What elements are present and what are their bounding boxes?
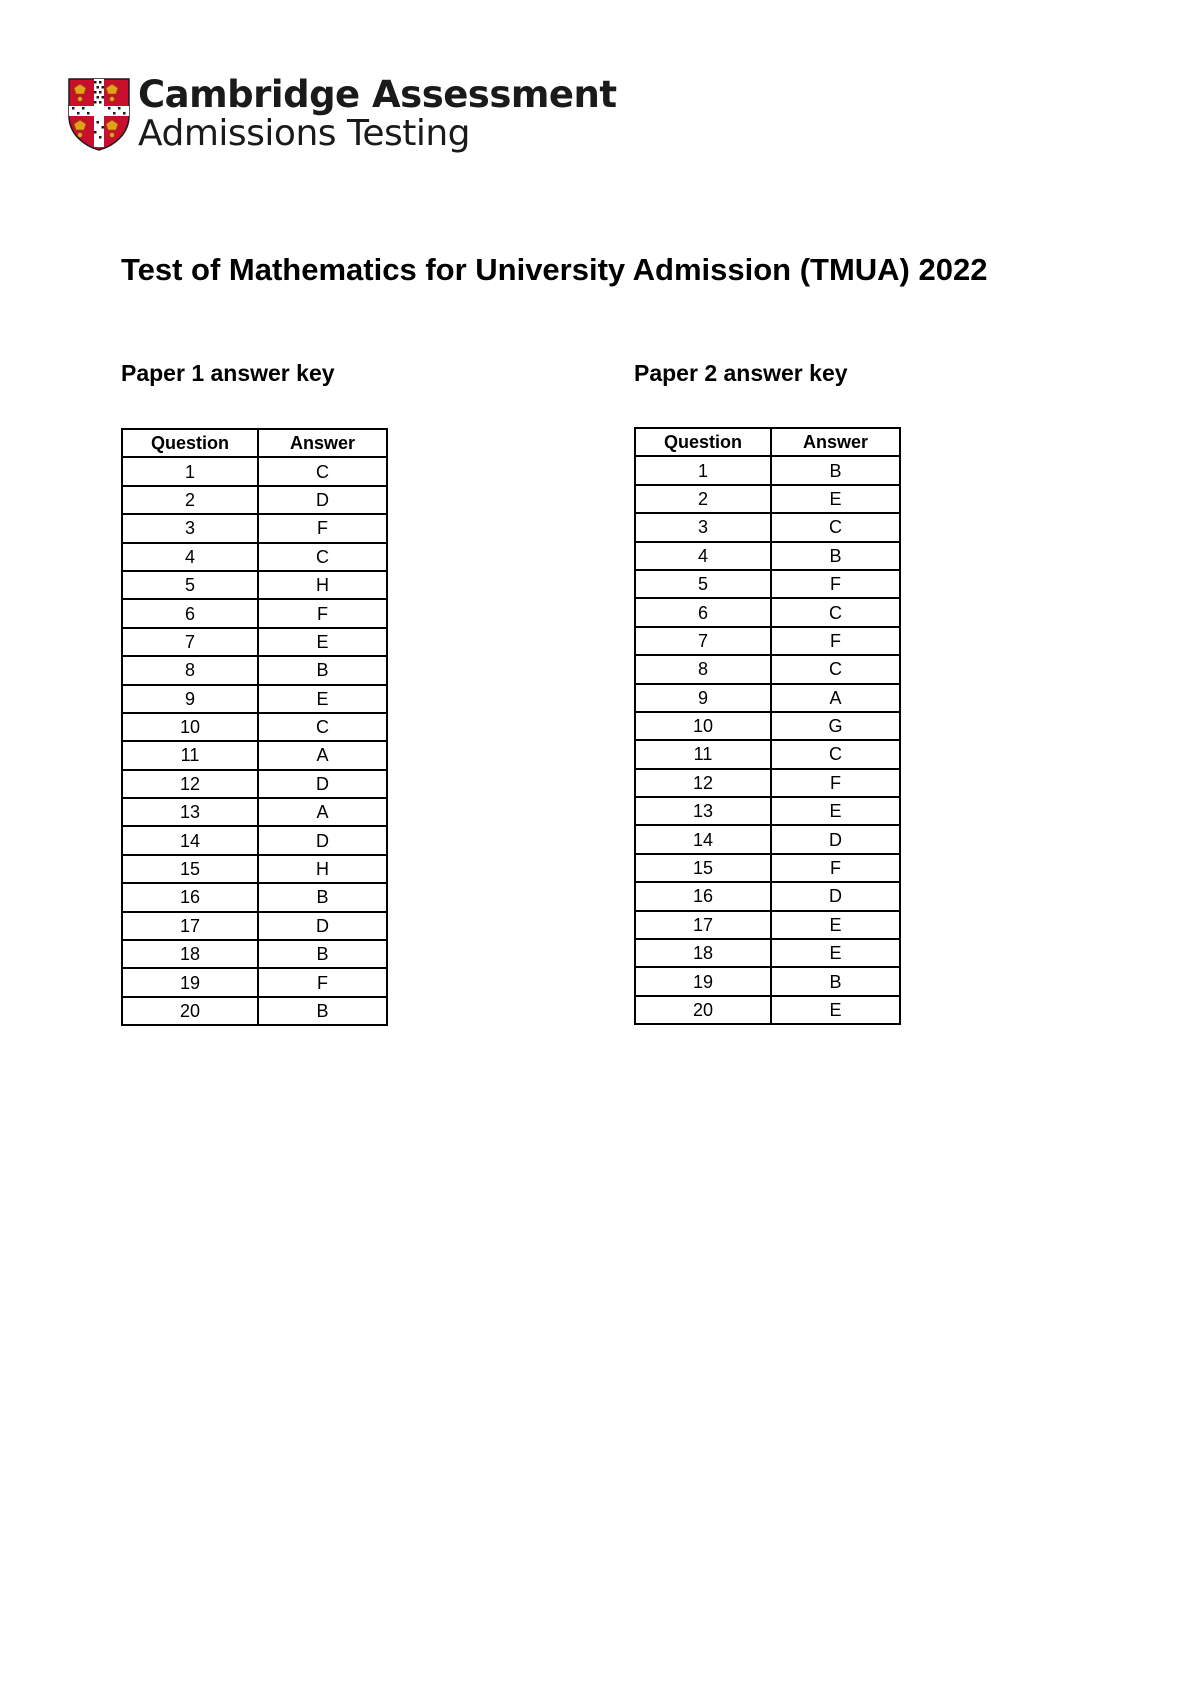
table-row	[122, 997, 387, 1025]
answer-cell: E	[771, 485, 900, 513]
question-number-cell: 14	[635, 825, 771, 853]
table-row	[122, 628, 387, 656]
question-number-cell: 3	[635, 513, 771, 541]
table-row	[635, 456, 900, 484]
table-row	[635, 882, 900, 910]
question-column-header: Question	[122, 429, 258, 457]
question-number-cell: 8	[635, 655, 771, 683]
answer-cell: G	[771, 712, 900, 740]
answer-cell: D	[258, 826, 387, 854]
table-row	[635, 769, 900, 797]
question-number-cell: 17	[635, 911, 771, 939]
question-number-cell: 18	[635, 939, 771, 967]
table-row	[635, 797, 900, 825]
answer-cell: E	[258, 628, 387, 656]
question-number-cell: 11	[122, 741, 258, 769]
table-row	[635, 854, 900, 882]
table-row	[122, 685, 387, 713]
table-row	[122, 741, 387, 769]
question-number-cell: 7	[635, 627, 771, 655]
question-number-cell: 5	[635, 570, 771, 598]
paper-2-answer-table	[634, 427, 901, 1025]
table-row	[635, 513, 900, 541]
question-number-cell: 15	[122, 855, 258, 883]
answer-cell: D	[258, 486, 387, 514]
table-row	[635, 911, 900, 939]
table-row	[122, 798, 387, 826]
table-row	[635, 542, 900, 570]
table-row	[122, 855, 387, 883]
table-row	[122, 543, 387, 571]
university-crest-icon	[66, 76, 132, 152]
question-column-header: Question	[635, 428, 771, 456]
question-number-cell: 16	[635, 882, 771, 910]
question-number-cell: 4	[635, 542, 771, 570]
table-row	[122, 940, 387, 968]
question-number-cell: 1	[635, 456, 771, 484]
answer-cell: F	[771, 769, 900, 797]
answer-cell: B	[258, 883, 387, 911]
table-row	[122, 826, 387, 854]
answer-cell: F	[258, 599, 387, 627]
question-number-cell: 12	[635, 769, 771, 797]
answer-cell: C	[771, 513, 900, 541]
logo	[66, 73, 617, 154]
answer-cell: H	[258, 855, 387, 883]
answer-column-header: Answer	[258, 429, 387, 457]
paper-2-answer-rows	[635, 456, 900, 1024]
question-number-cell: 4	[122, 543, 258, 571]
table-row	[635, 967, 900, 995]
answer-cell: H	[258, 571, 387, 599]
logo-line-1: Cambridge Assessment	[138, 73, 617, 116]
question-number-cell: 14	[122, 826, 258, 854]
table-row	[122, 770, 387, 798]
table-row	[122, 968, 387, 996]
table-row	[635, 598, 900, 626]
answer-cell: E	[771, 911, 900, 939]
answer-cell: A	[771, 684, 900, 712]
answer-cell: A	[258, 798, 387, 826]
answer-cell: E	[771, 996, 900, 1024]
document-title: Test of Mathematics for University Admission (TMUA) 2022	[121, 252, 988, 287]
question-number-cell: 16	[122, 883, 258, 911]
answer-cell: E	[771, 797, 900, 825]
question-number-cell: 15	[635, 854, 771, 882]
paper-1-answer-table	[121, 428, 388, 1026]
answer-cell: D	[771, 882, 900, 910]
question-number-cell: 11	[635, 740, 771, 768]
answer-cell: F	[771, 627, 900, 655]
answer-cell: B	[258, 997, 387, 1025]
answer-cell: F	[771, 570, 900, 598]
table-row	[635, 655, 900, 683]
question-number-cell: 6	[122, 599, 258, 627]
answer-cell: B	[258, 940, 387, 968]
table-row	[635, 570, 900, 598]
logo-wordmark	[138, 73, 617, 154]
question-number-cell: 2	[635, 485, 771, 513]
question-number-cell: 2	[122, 486, 258, 514]
question-number-cell: 9	[635, 684, 771, 712]
table-row	[122, 457, 387, 485]
answer-cell: C	[258, 457, 387, 485]
answer-cell: E	[258, 685, 387, 713]
paper-1-answer-rows	[122, 457, 387, 1025]
answer-cell: C	[258, 713, 387, 741]
question-number-cell: 10	[122, 713, 258, 741]
answer-column-header: Answer	[771, 428, 900, 456]
table-row	[635, 485, 900, 513]
table-row	[122, 883, 387, 911]
table-header-row	[635, 428, 900, 456]
question-number-cell: 3	[122, 514, 258, 542]
table-row	[122, 486, 387, 514]
table-row	[122, 713, 387, 741]
answer-cell: F	[258, 968, 387, 996]
question-number-cell: 5	[122, 571, 258, 599]
question-number-cell: 20	[635, 996, 771, 1024]
answer-cell: B	[771, 456, 900, 484]
table-row	[635, 740, 900, 768]
question-number-cell: 13	[635, 797, 771, 825]
answer-cell: B	[771, 967, 900, 995]
question-number-cell: 1	[122, 457, 258, 485]
table-row	[635, 939, 900, 967]
answer-cell: A	[258, 741, 387, 769]
answer-cell: D	[771, 825, 900, 853]
table-header-row	[122, 429, 387, 457]
answer-cell: F	[258, 514, 387, 542]
question-number-cell: 8	[122, 656, 258, 684]
answer-cell: C	[771, 598, 900, 626]
question-number-cell: 13	[122, 798, 258, 826]
table-row	[122, 656, 387, 684]
logo-line-2: Admissions Testing	[138, 112, 471, 154]
question-number-cell: 19	[635, 967, 771, 995]
answer-cell: C	[258, 543, 387, 571]
question-number-cell: 6	[635, 598, 771, 626]
answer-cell: B	[771, 542, 900, 570]
table-row	[635, 627, 900, 655]
question-number-cell: 20	[122, 997, 258, 1025]
question-number-cell: 9	[122, 685, 258, 713]
table-row	[635, 712, 900, 740]
question-number-cell: 18	[122, 940, 258, 968]
answer-cell: B	[258, 656, 387, 684]
table-row	[635, 825, 900, 853]
question-number-cell: 7	[122, 628, 258, 656]
table-row	[122, 571, 387, 599]
table-row	[122, 599, 387, 627]
answer-cell: C	[771, 655, 900, 683]
answer-cell: C	[771, 740, 900, 768]
answer-cell: F	[771, 854, 900, 882]
answer-cell: D	[258, 912, 387, 940]
answer-cell: E	[771, 939, 900, 967]
table-row	[122, 912, 387, 940]
table-row	[122, 514, 387, 542]
question-number-cell: 19	[122, 968, 258, 996]
answer-cell: D	[258, 770, 387, 798]
table-row	[635, 996, 900, 1024]
table-row	[635, 684, 900, 712]
question-number-cell: 17	[122, 912, 258, 940]
question-number-cell: 10	[635, 712, 771, 740]
paper-1-heading: Paper 1 answer key	[121, 360, 335, 386]
paper-2-heading: Paper 2 answer key	[634, 360, 848, 386]
question-number-cell: 12	[122, 770, 258, 798]
